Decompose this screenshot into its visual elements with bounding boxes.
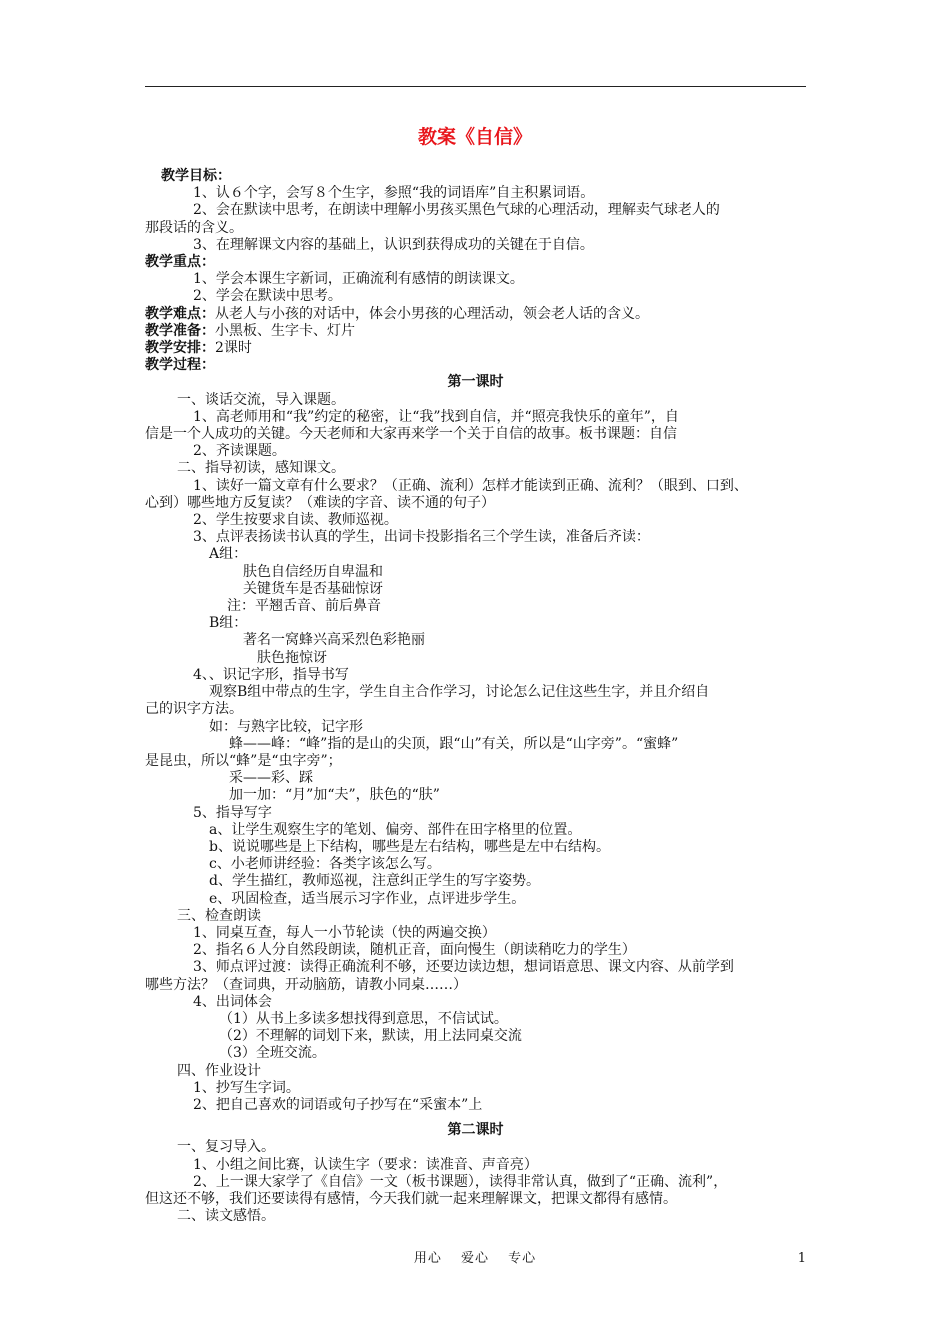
body-line: 关键货车是否基础惊讶 bbox=[243, 580, 383, 597]
body-line: 哪些方法？（查词典，开动脑筋，请教小同桌……） bbox=[145, 976, 467, 993]
body-line: d、学生描红，教师巡视，注意纠正学生的写字姿势。 bbox=[209, 873, 540, 890]
body-line: （3）全班交流。 bbox=[219, 1045, 326, 1062]
document-body bbox=[145, 168, 806, 1225]
body-line: 是昆虫，所以“蜂”是“虫字旁”； bbox=[145, 752, 342, 769]
body-line: 3、在理解课文内容的基础上，认识到获得成功的关键在于自信。 bbox=[193, 236, 594, 253]
body-line: 二、指导初读，感知课文。 bbox=[177, 460, 345, 477]
page-number: 1 bbox=[797, 1251, 806, 1266]
field-value: 2课时 bbox=[215, 340, 252, 357]
body-line: 1、小组之间比赛，认读生字（要求：读准音、声音亮） bbox=[193, 1156, 538, 1173]
body-line: 那段话的含义。 bbox=[145, 219, 243, 236]
body-line: 2、把自己喜欢的词语或句子抄写在“采蜜本”上 bbox=[193, 1096, 483, 1113]
body-line: （2）不理解的词划下来，默读，用上法同桌交流 bbox=[219, 1028, 522, 1045]
body-line: 2、学会在默读中思考。 bbox=[193, 288, 342, 305]
header-rule bbox=[145, 86, 806, 87]
field-label: 教学安排： bbox=[145, 340, 215, 357]
body-line: 3、点评表扬读书认真的学生，出词卡投影指名三个学生读，准备后齐读： bbox=[193, 529, 650, 546]
body-line: 1、认６个字，会写８个生字，参照“我的词语库”自主积累词语。 bbox=[193, 185, 595, 202]
body-line: 肤色拖惊讶 bbox=[257, 649, 327, 666]
body-line: c、小老师讲经验：各类字该怎么写。 bbox=[209, 856, 441, 873]
body-line: 四、作业设计 bbox=[177, 1062, 261, 1079]
body-line bbox=[145, 340, 806, 357]
body-line: 加一加：“月”加“夫”，肤色的“肤” bbox=[229, 787, 440, 804]
body-line: 一、谈话交流，导入课题。 bbox=[177, 391, 345, 408]
body-line: 1、高老师用和“我”约定的秘密，让“我”找到自信，并“照亮我快乐的童年”，自 bbox=[193, 408, 679, 425]
body-line: 3、师点评过渡：读得正确流利不够，还要边读边想，想词语意思、课文内容、从前学到 bbox=[193, 959, 734, 976]
body-line: A组： bbox=[209, 546, 248, 563]
body-line: 2、上一课大家学了《自信》一文（板书课题），读得非常认真，做到了“正确、流利”， bbox=[193, 1173, 728, 1190]
body-line: 1、抄写生字词。 bbox=[193, 1079, 300, 1096]
field-value: 从老人与小孩的对话中，体会小男孩的心理活动，领会老人话的含义。 bbox=[215, 305, 649, 322]
body-line: B组： bbox=[209, 615, 248, 632]
body-line: 4、出词体会 bbox=[193, 993, 272, 1010]
body-line: 观察B组中带点的生字，学生自主合作学习，讨论怎么记住这些生字，并且介绍自 bbox=[209, 684, 710, 701]
body-line: 心到）哪些地方反复读？（难读的字音、读不通的句子） bbox=[145, 494, 495, 511]
body-line: 但这还不够，我们还要读得有感情，今天我们就一起来理解课文，把课文都得有感情。 bbox=[145, 1190, 677, 1207]
body-line bbox=[145, 323, 806, 340]
body-line: 1、同桌互查，每人一小节轮读（快的两遍交换） bbox=[193, 924, 496, 941]
body-line: 1、学会本课生字新词，正确流利有感情的朗读课文。 bbox=[193, 271, 524, 288]
body-line: b、说说哪些是上下结构，哪些是左右结构，哪些是左中右结构。 bbox=[209, 838, 610, 855]
document-title: 教案《自信》 bbox=[417, 126, 532, 148]
body-line: 信是一个人成功的关键。今天老师和大家再来学一个关于自信的故事。板书课题：自信 bbox=[145, 426, 677, 443]
body-line: a、让学生观察生字的笔划、偏旁、部件在田字格里的位置。 bbox=[209, 821, 582, 838]
body-line: 2、齐读课题。 bbox=[193, 443, 286, 460]
body-line: 2、指名６人分自然段朗读，随机正音，面向慢生（朗读稍吃力的学生） bbox=[193, 942, 636, 959]
body-line: 2、会在默读中思考，在朗读中理解小男孩买黑色气球的心理活动，理解卖气球老人的 bbox=[193, 202, 720, 219]
body-line: 4、、识记字形，指导书写 bbox=[193, 666, 349, 683]
field-heading: 教学重点： bbox=[145, 254, 215, 271]
body-line: 己的识字方法。 bbox=[145, 701, 243, 718]
body-line: 5、指导写字 bbox=[193, 804, 272, 821]
body-line: e、巩固检查，适当展示习字作业，点评进步学生。 bbox=[209, 890, 526, 907]
body-line bbox=[145, 306, 806, 323]
section-heading: 第一课时 bbox=[447, 374, 504, 391]
body-line: （1）从书上多读多想找得到意思，不信试试。 bbox=[219, 1010, 508, 1027]
field-value: 小黑板、生字卡、灯片 bbox=[215, 322, 355, 339]
body-line: 一、复习导入。 bbox=[177, 1139, 275, 1156]
section-heading: 第二课时 bbox=[447, 1122, 504, 1139]
field-heading: 教学目标： bbox=[161, 168, 231, 184]
body-line: 蜂——峰：“峰”指的是山的尖顶，跟“山”有关，所以是“山字旁”。“蜜蜂” bbox=[229, 735, 679, 752]
body-line: 著名一窝蜂兴高采烈色彩艳丽 bbox=[243, 632, 425, 649]
body-line: 2、学生按要求自读、教师巡视。 bbox=[193, 512, 398, 529]
body-line: 肤色自信经历自卑温和 bbox=[243, 563, 383, 580]
body-line: 如：与熟字比较，记字形 bbox=[209, 718, 363, 735]
body-line: 二、读文感悟。 bbox=[177, 1208, 275, 1225]
body-line: 注：平翘舌音、前后鼻音 bbox=[227, 598, 381, 615]
field-label: 教学难点： bbox=[145, 305, 215, 322]
body-line: 三、检查朗读 bbox=[177, 907, 261, 924]
body-line: 采——彩、踩 bbox=[229, 770, 313, 787]
field-heading: 教学过程： bbox=[145, 357, 215, 374]
body-line: 1、读好一篇文章有什么要求？（正确、流利）怎样才能读到正确、流利？（眼到、口到、 bbox=[193, 477, 748, 494]
footer-motto: 用心 爱心 专心 bbox=[413, 1251, 537, 1266]
field-label: 教学准备： bbox=[145, 322, 215, 339]
spacer bbox=[145, 1114, 806, 1122]
